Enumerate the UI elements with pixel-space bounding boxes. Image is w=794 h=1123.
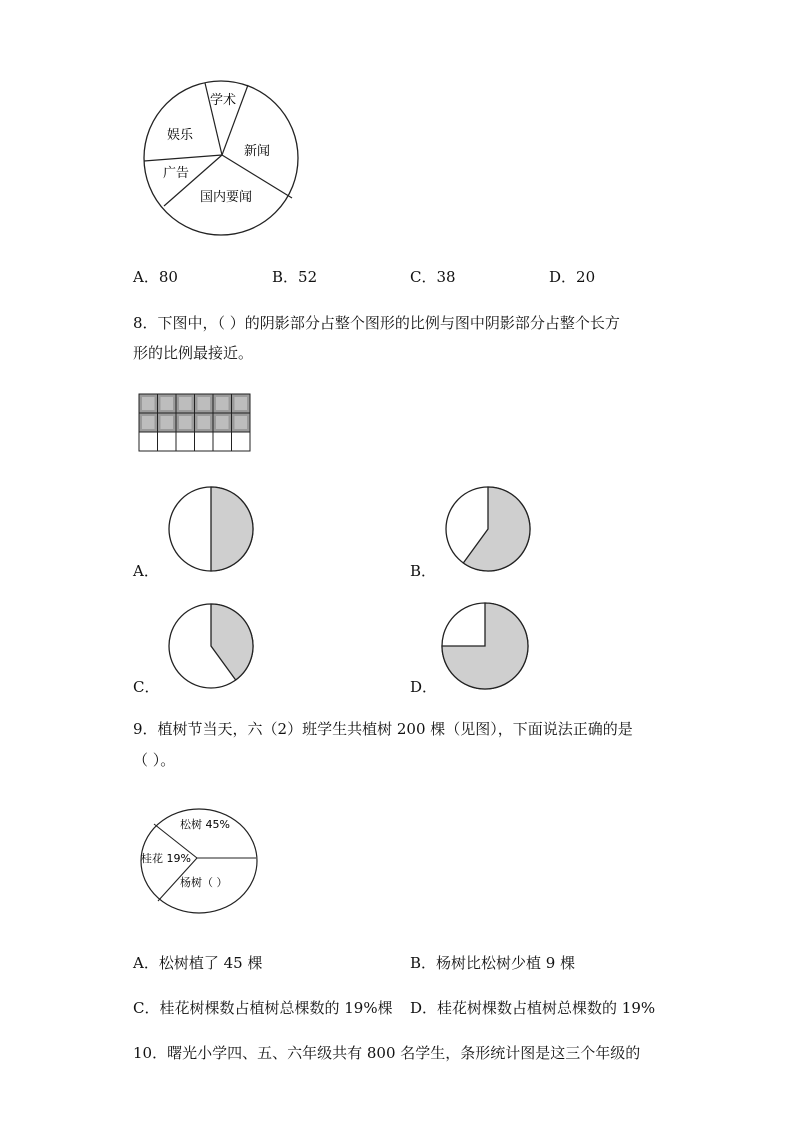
grid-cell-shade bbox=[142, 416, 155, 429]
q8-option-d-pie bbox=[440, 601, 530, 691]
q9-option-a[interactable]: A．松树植了 45 棵 bbox=[133, 954, 263, 972]
q7-option-c[interactable]: C．38 bbox=[410, 268, 456, 286]
q8-stem-line1: 8．下图中，（ ）的阴影部分占整个图形的比例与图中阴影部分占整个长方 bbox=[133, 314, 620, 332]
grid-cell bbox=[232, 432, 251, 451]
q8-option-a-pie bbox=[167, 485, 255, 573]
q7-pie-label: 国内要闻 bbox=[200, 190, 253, 205]
grid-cell-shade bbox=[142, 397, 155, 410]
q7-pie-chart bbox=[140, 78, 305, 238]
grid-cell-shade bbox=[179, 397, 192, 410]
q9-pie-label: 杨树（ ） bbox=[180, 876, 228, 889]
q8-option-c-pie bbox=[167, 602, 255, 690]
grid-cell bbox=[139, 432, 158, 451]
q8-option-c[interactable]: C． bbox=[133, 678, 160, 696]
q7-pie-label: 娱乐 bbox=[167, 128, 194, 143]
grid-cell bbox=[195, 432, 214, 451]
grid-cell-shade bbox=[235, 416, 248, 429]
q10-stem-line1: 10．曙光小学四、五、六年级共有 800 名学生，条形统计图是这三个年级的 bbox=[133, 1044, 641, 1062]
grid-cell-shade bbox=[235, 397, 248, 410]
q8-option-a[interactable]: A． bbox=[133, 562, 159, 580]
q7-option-d[interactable]: D．20 bbox=[549, 268, 596, 286]
grid-cell bbox=[158, 432, 177, 451]
q7-pie-label: 新闻 bbox=[244, 144, 271, 159]
q7-option-a[interactable]: A．80 bbox=[133, 268, 178, 286]
q7-pie-label: 广告 bbox=[163, 166, 190, 181]
q8-option-b-pie bbox=[444, 485, 532, 573]
q7-option-b[interactable]: B．52 bbox=[272, 268, 318, 286]
grid-cell-shade bbox=[161, 416, 174, 429]
grid-cell bbox=[176, 432, 195, 451]
grid-cell-shade bbox=[179, 416, 192, 429]
grid-cell-shade bbox=[216, 397, 229, 410]
grid-cell-shade bbox=[161, 397, 174, 410]
q9-option-c[interactable]: C．桂花树棵数占植树总棵数的 19%棵 bbox=[133, 999, 393, 1017]
pie-shaded-sector bbox=[211, 487, 253, 571]
q9-option-b[interactable]: B．杨树比松树少植 9 棵 bbox=[410, 954, 576, 972]
q8-stem-line2: 形的比例最接近。 bbox=[133, 344, 254, 362]
q9-pie-label: 松树 45% bbox=[180, 818, 230, 831]
q8-option-d[interactable]: D． bbox=[410, 678, 438, 696]
grid-cell bbox=[213, 432, 232, 451]
q8-grid-figure bbox=[138, 393, 252, 453]
grid-cell-shade bbox=[198, 397, 211, 410]
q9-stem-line2: （ ）。 bbox=[133, 751, 176, 769]
q7-pie-label: 学术 bbox=[210, 93, 237, 108]
q9-pie-chart bbox=[138, 808, 260, 916]
q9-pie-label: 桂花 19% bbox=[141, 852, 191, 865]
q9-stem-line1: 9．植树节当天，六（2）班学生共植树 200 棵（见图），下面说法正确的是 bbox=[133, 720, 633, 738]
grid-cell-shade bbox=[198, 416, 211, 429]
q9-option-d[interactable]: D．桂花树棵数占植树总棵数的 19% bbox=[410, 999, 656, 1017]
q8-option-b[interactable]: B． bbox=[410, 562, 437, 580]
grid-cell-shade bbox=[216, 416, 229, 429]
